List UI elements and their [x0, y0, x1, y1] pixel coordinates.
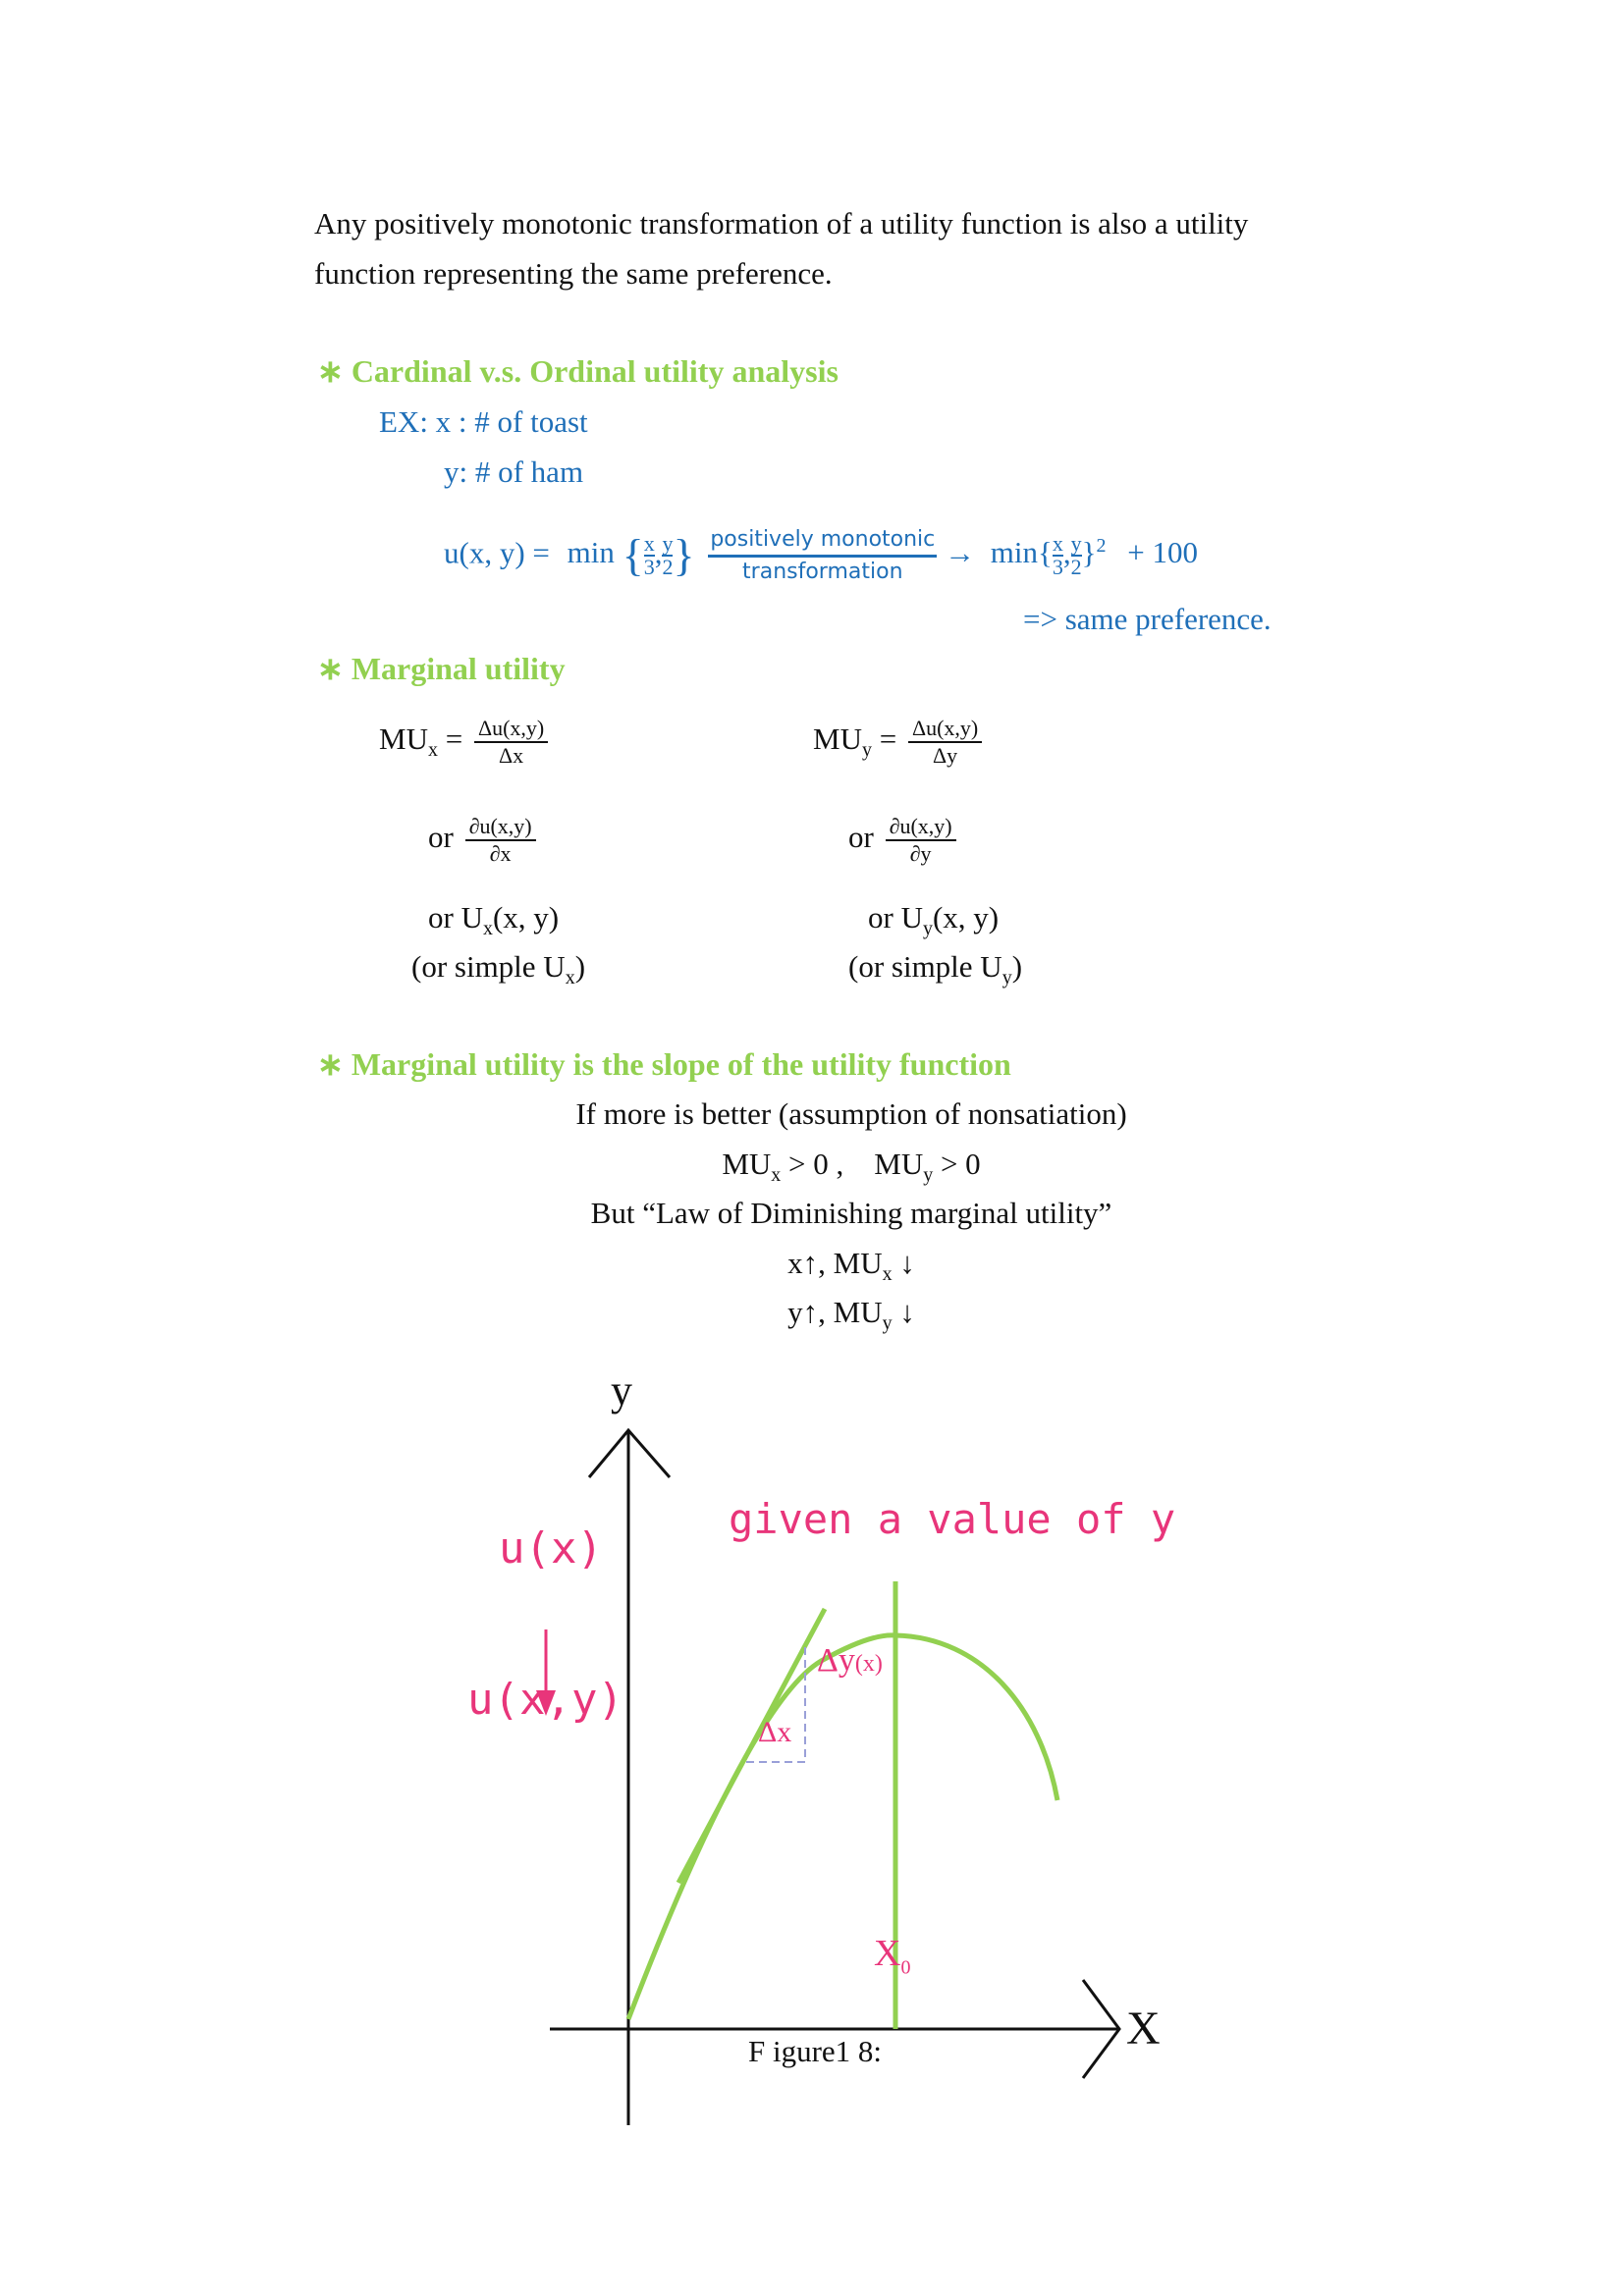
brace-close: }	[673, 530, 695, 581]
t: (or simple U	[411, 949, 566, 984]
arrow-top-text: positively monotonic	[708, 525, 937, 558]
delta-x-label: Δx	[758, 1716, 792, 1748]
brace-open: {	[622, 530, 644, 581]
den: Δy	[933, 742, 958, 768]
t: (x, y)	[932, 900, 1000, 934]
ux-label: u(x)	[499, 1523, 603, 1574]
exponent: 2	[1096, 535, 1107, 557]
t: X	[874, 1933, 901, 1974]
t: )	[1011, 949, 1023, 984]
given-value-label: given a value of y	[729, 1495, 1176, 1543]
t: ↓	[892, 1246, 915, 1280]
den: Δx	[499, 742, 524, 768]
t: or U	[428, 900, 483, 934]
sub: x	[565, 967, 575, 989]
num: y	[662, 531, 674, 557]
sub: x	[882, 1263, 893, 1286]
t: (or simple U	[848, 949, 1002, 984]
example-y: y: # of ham	[444, 454, 584, 489]
t: Δy	[817, 1642, 855, 1679]
den: 3	[643, 555, 655, 580]
brace-close: }	[1081, 535, 1097, 570]
num: x	[1052, 531, 1063, 557]
t: (x)	[854, 1651, 883, 1677]
transformation-formula: u(x, y) = min { $\frac{x}{3}$ , $\frac{y}{2}$ } positively monotonic transformation → min{ $\frac{x}{3}$ , $\frac{y}{2}$ }$^2$ + 100	[444, 520, 1198, 587]
example-x: EX: x : # of toast	[379, 404, 588, 439]
sub: y	[923, 1164, 934, 1187]
t: y↑, MU	[787, 1295, 883, 1329]
mu-label: MU	[813, 721, 862, 756]
sub: x	[771, 1164, 782, 1187]
arrow-icon: →	[945, 535, 976, 570]
t: x↑, MU	[787, 1246, 883, 1280]
same-preference: => same preference.	[1023, 602, 1272, 636]
delta-y-label	[817, 1641, 883, 1683]
nonsatiation-line: If more is better (assumption of nonsatiation)	[575, 1096, 1127, 1131]
sub: y	[922, 918, 933, 940]
formula-min-2: min	[990, 535, 1038, 570]
num: Δu(x,y)	[474, 716, 548, 743]
den: 3	[1052, 555, 1063, 580]
num: Δu(x,y)	[908, 716, 982, 743]
formula-lhs: u(x, y) =	[444, 535, 550, 570]
x0-label	[874, 1934, 910, 1988]
figure-caption: F igure1 8:	[748, 2034, 883, 2068]
x-axis-label: X	[1126, 2002, 1161, 2055]
y-axis-label: y	[611, 1366, 632, 1415]
heading-cardinal-ordinal: ∗ Cardinal v.s. Ordinal utility analysis	[317, 353, 839, 389]
law-line: But “Law of Diminishing marginal utility”	[590, 1196, 1112, 1230]
heading-marginal-utility: ∗ Marginal utility	[317, 651, 566, 686]
t: ↓	[892, 1295, 915, 1329]
sub: y	[1001, 967, 1012, 989]
num: x	[643, 531, 655, 557]
t: (x, y)	[492, 900, 560, 934]
den: 2	[662, 555, 674, 580]
formula-min: min	[567, 535, 615, 570]
eq: =	[879, 721, 897, 756]
den: 2	[1070, 555, 1082, 580]
num: y	[1070, 531, 1082, 557]
plus-100: + 100	[1127, 535, 1199, 570]
sub: y	[861, 739, 872, 762]
uxy-label: u(x,y)	[467, 1675, 623, 1725]
sub: 0	[900, 1956, 911, 1979]
den: ∂y	[909, 840, 932, 866]
sub: x	[482, 918, 493, 940]
or: or	[428, 820, 454, 854]
tangent-line	[678, 1609, 825, 1883]
utility-curve	[628, 1635, 1057, 2019]
num: ∂u(x,y)	[886, 814, 956, 841]
den: ∂x	[489, 840, 512, 866]
num: ∂u(x,y)	[465, 814, 536, 841]
intro-line-1: Any positively monotonic transformation of a utility function is also a utility	[314, 206, 1249, 240]
brace-open: {	[1038, 535, 1053, 570]
t: )	[574, 949, 586, 984]
sub: x	[427, 739, 438, 762]
t: > 0 , MU	[781, 1147, 924, 1181]
heading-slope: ∗ Marginal utility is the slope of the utility function	[317, 1046, 1011, 1082]
intro-line-2: function representing the same preference.	[314, 256, 833, 291]
eq: =	[445, 721, 463, 756]
t: or U	[868, 900, 923, 934]
mu-label: MU	[379, 721, 428, 756]
sub: y	[882, 1312, 893, 1335]
t: MU	[722, 1147, 772, 1181]
arrow-bottom-text: transformation	[742, 559, 903, 584]
t: > 0	[933, 1147, 981, 1181]
or: or	[848, 820, 874, 854]
